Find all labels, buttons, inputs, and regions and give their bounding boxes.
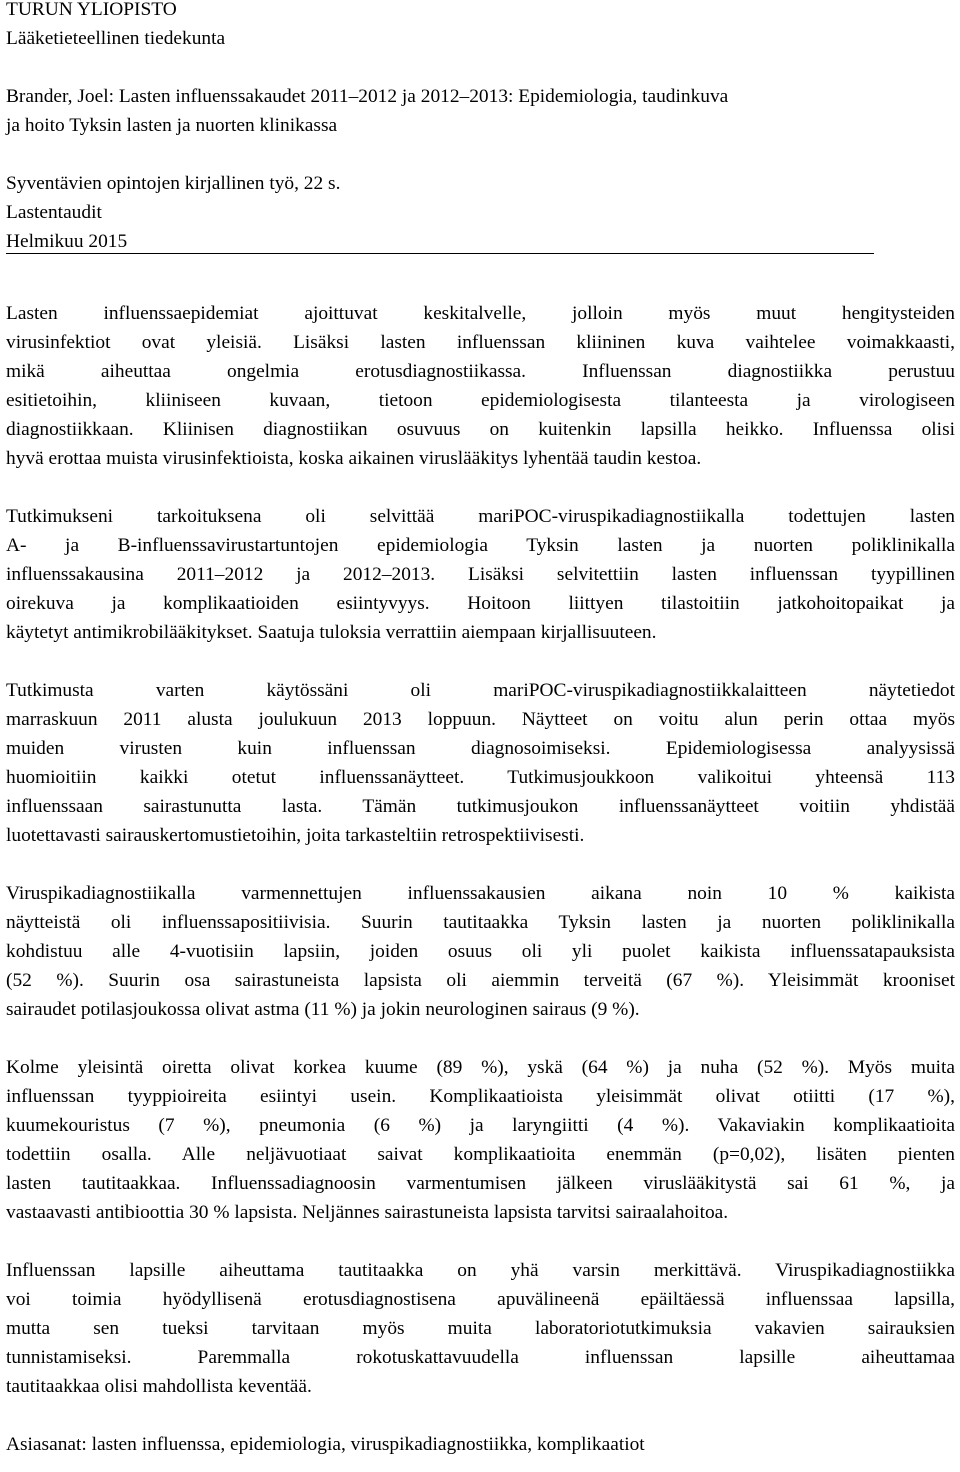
paragraph-line: lasten tautitaakkaa. Influenssadiagnoosin varmentumisen jälkeen viruslääkitystä sai 61 %, ja [6, 1173, 955, 1194]
thesis-title-line-1: Brander, Joel: Lasten influenssakaudet 2011–2012 ja 2012–2013: Epidemiologia, taudinkuva [6, 86, 729, 107]
keywords: Asiasanat: lasten influenssa, epidemiologia, viruspikadiagnostiikka, komplikaatiot [6, 1434, 645, 1455]
paragraph-line: kuumekouristus (7 %), pneumonia (6 %) ja laryngiitti (4 %). Vakaviakin komplikaatioita [6, 1115, 955, 1136]
document-page [6, 0, 955, 1459]
header-divider [6, 253, 874, 254]
paragraph-line: marraskuun 2011 alusta joulukuun 2013 loppuun. Näytteet on voitu alun perin ottaa myös [6, 709, 955, 730]
paragraph-line: Lasten influenssaepidemiat ajoittuvat keskitalvelle, jolloin myös muut hengitysteiden [6, 303, 955, 324]
subject: Lastentaudit [6, 202, 102, 223]
thesis-title-line-2: ja hoito Tyksin lasten ja nuorten klinikassa [6, 115, 338, 136]
paragraph-line: Tutkimusta varten käytössäni oli mariPOC-viruspikadiagnostiikkalaitteen näytetiedot [6, 680, 955, 701]
paragraph-line: tunnistamiseksi. Paremmalla rokotuskattavuudella influenssan lapsille aiheuttamaa [6, 1347, 955, 1368]
paragraph-line: hyvä erottaa muista virusinfektioista, koska aikainen viruslääkitys lyhentää taudin kestoa. [6, 448, 702, 469]
paragraph-line: todettiin osalla. Alle neljävuotiaat saivat komplikaatioita enemmän (p=0,02), lisäten pienten [6, 1144, 955, 1165]
abstract-paragraph [6, 1256, 955, 1401]
faculty-name: Lääketieteellinen tiedekunta [6, 28, 226, 49]
abstract-paragraph [6, 879, 955, 1024]
abstract-body [6, 299, 955, 1401]
paragraph-line: voi toimia hyödyllisenä erotusdiagnostisena apuvälineenä epäiltäessä influenssaa lapsilla, [6, 1289, 955, 1310]
paragraph-line: mikä aiheuttaa ongelmia erotusdiagnostiikassa. Influenssan diagnostiikka perustuu [6, 361, 955, 382]
paragraph-line: vastaavasti antibioottia 30 % lapsista. Neljännes sairastuneista lapsista tarvitsi sairaalahoitoa. [6, 1202, 729, 1223]
university-name: TURUN YLIOPISTO [6, 0, 177, 20]
date: Helmikuu 2015 [6, 231, 128, 252]
paragraph-line: huomioitiin kaikki otetut influenssanäytteet. Tutkimusjoukkoon valikoitui yhteensä 113 [6, 767, 955, 788]
paragraph-line: mutta sen tueksi tarvitaan myös muita laboratoriotutkimuksia vakavien sairauksien [6, 1318, 955, 1339]
paragraph-line: Kolme yleisintä oiretta olivat korkea kuume (89 %), yskä (64 %) ja nuha (52 %). Myös muita [6, 1057, 955, 1078]
paragraph-line: influenssakausina 2011–2012 ja 2012–2013. Lisäksi selvitettiin lasten influenssan tyypillinen [6, 564, 955, 585]
paragraph-line: diagnostiikkaan. Kliinisen diagnostiikan osuvuus on kuitenkin lapsilla heikko. Influenssa olisi [6, 419, 955, 440]
abstract-paragraph [6, 1053, 955, 1227]
paragraph-line: muiden virusten kuin influenssan diagnosoimiseksi. Epidemiologisessa analyysissä [6, 738, 955, 759]
paragraph-line: tautitaakkaa olisi mahdollista keventää. [6, 1376, 312, 1397]
paragraph-line: käytetyt antimikrobilääkitykset. Saatuja tuloksia verrattiin aiempaan kirjallisuuteen. [6, 622, 657, 643]
paragraph-line: Viruspikadiagnostiikalla varmennettujen influenssakausien aikana noin 10 % kaikista [6, 883, 955, 904]
document-header [6, 0, 955, 285]
paragraph-line: influenssaan sairastunutta lasta. Tämän tutkimusjoukon influenssanäytteet voitiin yhdistää [6, 796, 955, 817]
paragraph-line: (52 %). Suurin osa sairastuneista lapsista oli aiemmin terveitä (67 %). Yleisimmät krooniset [6, 970, 955, 991]
abstract-paragraph [6, 502, 955, 647]
paragraph-line: esitietoihin, kliiniseen kuvaan, tietoon epidemiologisesta tilanteesta ja virologiseen [6, 390, 955, 411]
paragraph-line: Influenssan lapsille aiheuttama tautitaakka on yhä varsin merkittävä. Viruspikadiagnostiikka [6, 1260, 955, 1281]
paragraph-line: kohdistuu alle 4-vuotisiin lapsiin, joiden osuus oli yli puolet kaikista influenssatapauksista [6, 941, 955, 962]
paragraph-line: A- ja B-influenssavirustartuntojen epidemiologia Tyksin lasten ja nuorten poliklinikalla [6, 535, 955, 556]
paragraph-line: Tutkimukseni tarkoituksena oli selvittää mariPOC-viruspikadiagnostiikalla todettujen lasten [6, 506, 955, 527]
paragraph-line: influenssan tyyppioireita esiintyi usein. Komplikaatioista yleisimmät olivat otiitti (17 %), [6, 1086, 955, 1107]
abstract-paragraph [6, 299, 955, 473]
paragraph-line: oirekuva ja komplikaatioiden esiintyvyys. Hoitoon liittyen tilastoitiin jatkohoitopaikat ja [6, 593, 955, 614]
paragraph-line: näytteistä oli influenssapositiivisia. Suurin tautitaakka Tyksin lasten ja nuorten poliklinikalla [6, 912, 955, 933]
work-type: Syventävien opintojen kirjallinen työ, 22 s. [6, 173, 341, 194]
paragraph-line: sairaudet potilasjoukossa olivat astma (11 %) ja jokin neurologinen sairaus (9 %). [6, 999, 640, 1020]
abstract-paragraph [6, 676, 955, 850]
paragraph-line: luotettavasti sairauskertomustietoihin, joita tarkasteltiin retrospektiivisesti. [6, 825, 585, 846]
paragraph-line: virusinfektiot ovat yleisiä. Lisäksi lasten influenssan kliininen kuva vaihtelee voimakkaasti, [6, 332, 955, 353]
